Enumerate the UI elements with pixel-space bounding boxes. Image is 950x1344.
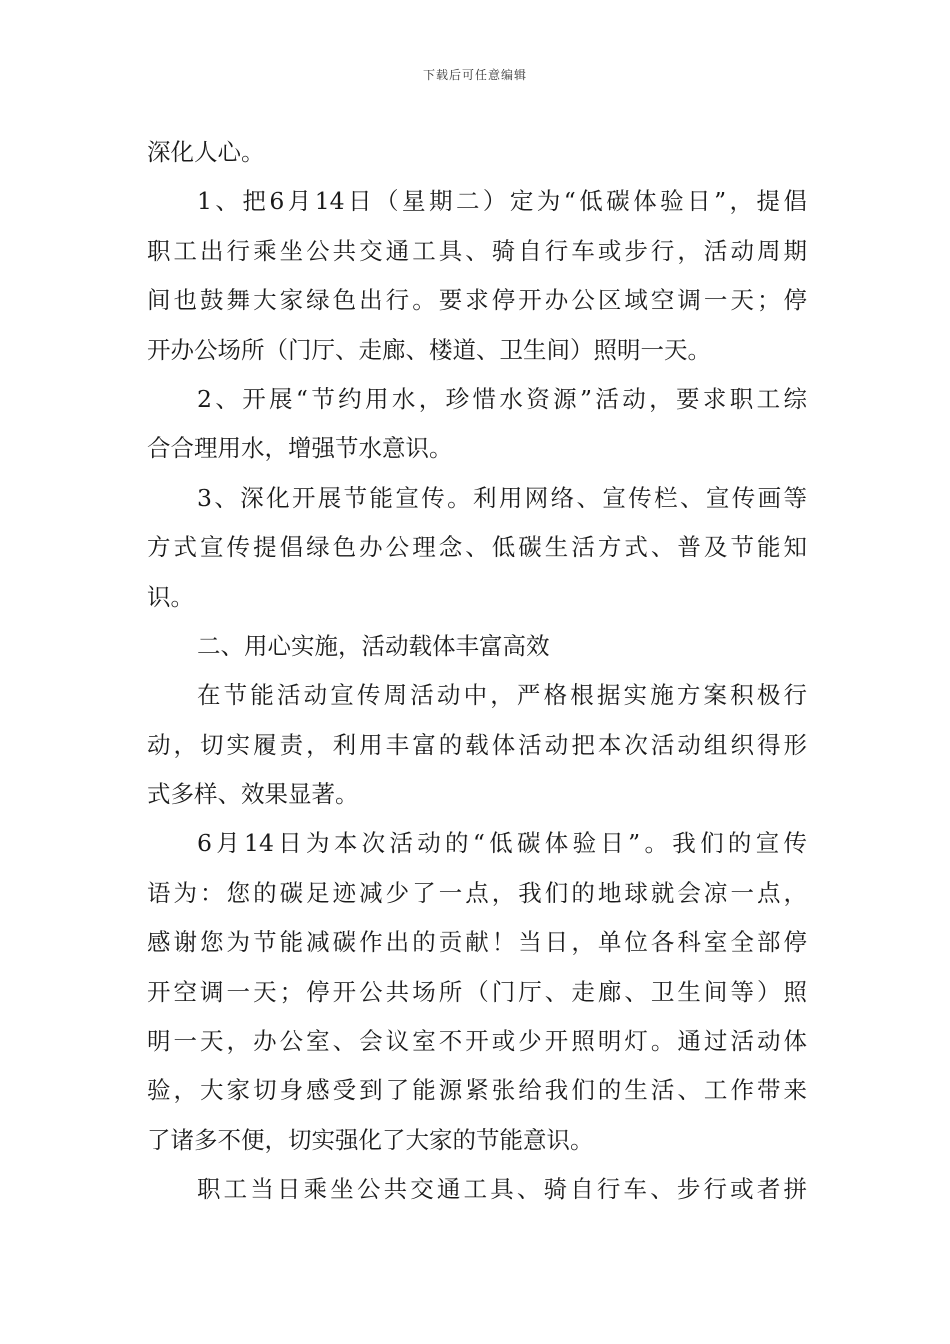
text-line: 验，大家切身感受到了能源紧张给我们的生活、工作带来 (147, 1076, 807, 1105)
text-line: 识。 (147, 582, 194, 611)
text-line: 职工当日乘坐公共交通工具、骑自行车、步行或者拼 (197, 1175, 807, 1204)
text-line: 明一天，办公室、会议室不开或少开照明灯。通过活动体 (147, 1027, 807, 1056)
text-line: 3、深化开展节能宣传。利用网络、宣传栏、宣传画等 (197, 483, 807, 512)
text-line: 开空调一天；停开公共场所（门厅、走廊、卫生间等）照 (147, 977, 807, 1006)
text-line: 2、开展“节约用水，珍惜水资源”活动，要求职工综 (197, 384, 807, 413)
text-line: 感谢您为节能减碳作出的贡献！当日，单位各科室全部停 (147, 928, 807, 957)
text-line: 间也鼓舞大家绿色出行。要求停开办公区域空调一天；停 (147, 286, 807, 315)
text-line: 1、把6月14日（星期二）定为“低碳体验日”，提倡 (197, 187, 807, 216)
text-line: 深化人心。 (147, 138, 265, 166)
text-line: 职工出行乘坐公共交通工具、骑自行车或步行，活动周期 (147, 236, 807, 265)
text-line: 方式宣传提倡绿色办公理念、低碳生活方式、普及节能知 (147, 533, 807, 562)
text-line: 动，切实履责，利用丰富的载体活动把本次活动组织得形 (147, 730, 807, 759)
text-line: 6月14日为本次活动的“低碳体验日”。我们的宣传 (197, 829, 807, 858)
text-line: 语为：您的碳足迹减少了一点，我们的地球就会凉一点， (147, 878, 807, 907)
text-line: 式多样、效果显著。 (147, 780, 359, 809)
page-header: 下载后可任意编辑 (422, 68, 527, 82)
text-line: 了诸多不便，切实强化了大家的节能意识。 (147, 1125, 594, 1154)
text-line: 开办公场所（门厅、走廊、楼道、卫生间）照明一天。 (147, 335, 711, 364)
section-heading: 二、用心实施，活动载体丰富高效 (197, 631, 550, 660)
document-body (147, 128, 807, 1215)
text-line: 在节能活动宣传周活动中，严格根据实施方案积极行 (197, 681, 807, 710)
text-line: 合合理用水，增强节水意识。 (147, 434, 453, 463)
